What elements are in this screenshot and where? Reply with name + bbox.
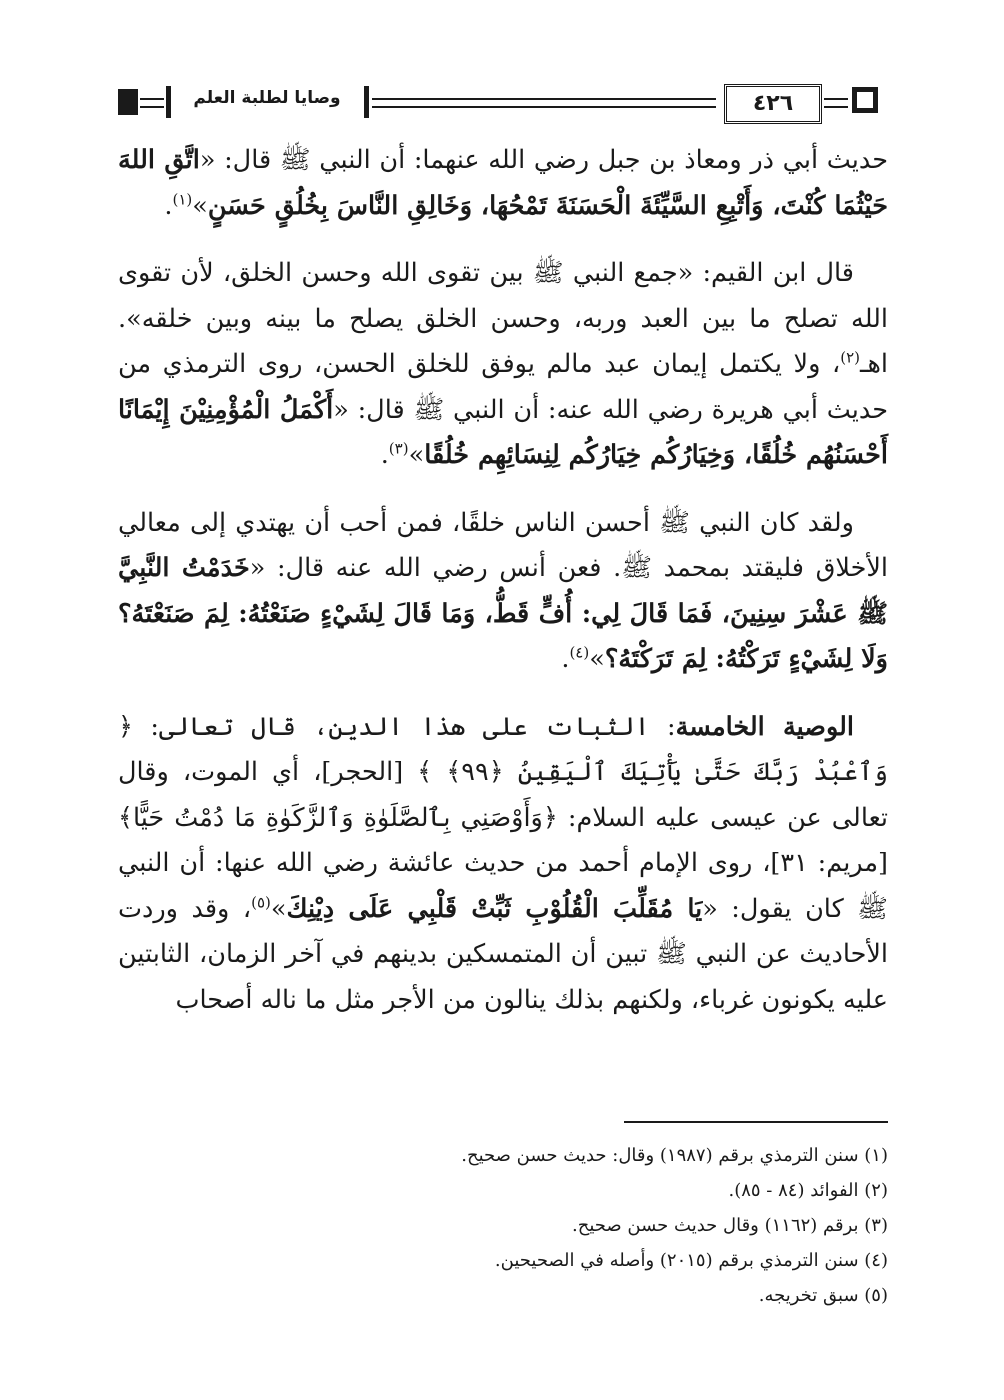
footnote-reference: (٥) (251, 893, 271, 911)
main-text (118, 138, 888, 1023)
header-ornament-block (118, 89, 138, 115)
footnote-5: (٥) سبق تخريجه. (758, 1285, 888, 1306)
hadith-quote: يَا مُقَلِّبَ الْقُلُوْبِ ثَبِّتْ قَلْبِي عَلَى دِيْنِكَ (286, 893, 703, 924)
header-ornament-square (852, 87, 878, 113)
footnote-separator (624, 1121, 888, 1123)
text-run: . (380, 440, 389, 470)
text-run: قال ابن القيم: «جمع النبي ﷺ بين تقوى الله وحسن الخلق، لأن تقوى الله تصلح ما بين العبد وربه، وحسن الخلق يصلح ما بينه وبين خلقه». اهـ (118, 258, 888, 379)
text-run: ولقد كان النبي ﷺ أحسن الناس خلقًا، فمن أحب أن يهتدي إلى معالي الأخلاق فليقتد بمحمد ﷺ. فعن أنس رضي الله عنه قال: « (118, 507, 888, 583)
hadith-quote: خَدَمْتُ النَّبِيَّ ﷺ عَشْرَ سِنِينَ، فَمَا قَالَ لِي: أُفٍّ قَطُّ، وَمَا قَالَ لِشَيْءٍ صَنَعْتُهُ: لِمَ صَنَعْتَهُ؟ وَلَا لِشَيْءٍ تَرَكْتُهُ: لِمَ تَرَكْتَهُ؟ (118, 553, 888, 674)
hadith-quote: الوصية الخامسة (675, 711, 854, 742)
footnote-1: (١) سنن الترمذي برقم (١٩٨٧) وقال: حديث حسن صحيح. (461, 1145, 888, 1166)
footnote-2: (٢) الفوائد (٨٤ - ٨٥). (728, 1180, 888, 1201)
paragraph (118, 251, 888, 479)
text-run: ، ولا يكتمل إيمان عبد مالم يوفق للخلق الحسن، روى الترمذي من حديث أبي هريرة رضي الله عنه: أن النبي ﷺ قال: « (118, 349, 889, 425)
footnote-reference: (٤) (569, 643, 590, 662)
text-run: : الثبات على هذا الدين، قال تعالى: ﴿ وَٱعْبُدْ رَبَّكَ حَتَّىٰ يَأْتِيَكَ ٱلْيَقِينُ ﴿٩٩﴾ ﴾ [الحجر]، أي الموت، وقال تعالى عن عيسى عليه السلام: ﴿وَأَوْصَنِي بِٱلصَّلَوٰةِ وَٱلزَّكَوٰةِ مَا دُمْتُ حَيًّا﴾ [مريم: ٣١]، روى الإمام أحمد من حديث عائشة رضي الله عنها: أن النبي ﷺ كان يقول: « (118, 711, 888, 924)
header-bar (166, 86, 171, 118)
footnote-reference: (٢) (840, 348, 860, 367)
text-run: حديث أبي ذر ومعاذ بن جبل رضي الله عنهما: أن النبي ﷺ قال: « (199, 145, 888, 175)
text-run: » (270, 893, 287, 924)
text-run: » (192, 190, 208, 221)
footnote-3: (٣) برقم (١١٦٢) وقال حديث حسن صحيح. (572, 1215, 888, 1236)
hadith-quote: اتَّقِ اللهَ حَيْثُمَا كُنْتَ، وَأَتْبِعِ السَّيِّئَةَ الْحَسَنَةَ تَمْحُهَا، وَخَالِقِ النَّاسَ بِخُلُقٍ حَسَنٍ (118, 145, 888, 221)
header-rule (140, 98, 164, 108)
header-bar (364, 86, 369, 118)
hadith-quote: أَكْمَلُ الْمُؤْمِنِيْنَ إِيْمَانًا أَحْسَنُهُم خُلُقًا، وَخِيَارُكُم خِيَارُكُم لِنِسَائِهِم خُلُقًا (118, 394, 888, 470)
header-rule (824, 98, 848, 108)
header-rule (372, 98, 716, 108)
text-run: » (408, 440, 425, 470)
footnote-reference: (٣) (388, 439, 409, 458)
footnote-reference: (١) (172, 190, 193, 208)
page-header (118, 84, 888, 124)
paragraph (118, 501, 888, 683)
text-run: . (561, 644, 570, 674)
footnotes (118, 1138, 888, 1313)
running-title: وصايا لطلبة العلم (193, 88, 341, 108)
footnote-4: (٤) سنن الترمذي برقم (٢٠١٥) وأصله في الصحيحين. (494, 1250, 888, 1271)
text-run: » (589, 644, 605, 674)
page-number: ٤٢٦ (724, 84, 822, 124)
text-run: ، وقد وردت الأحاديث عن النبي ﷺ تبين أن المتمسكين بدينهم في آخر الزمان، الثابتين عليه يكونون غرباء، ولكنهم بذلك ينالون من الأجر مثل ما ناله أصحاب (118, 893, 888, 1015)
paragraph (118, 705, 888, 1024)
text-run: . (164, 190, 173, 221)
paragraph (118, 138, 888, 229)
